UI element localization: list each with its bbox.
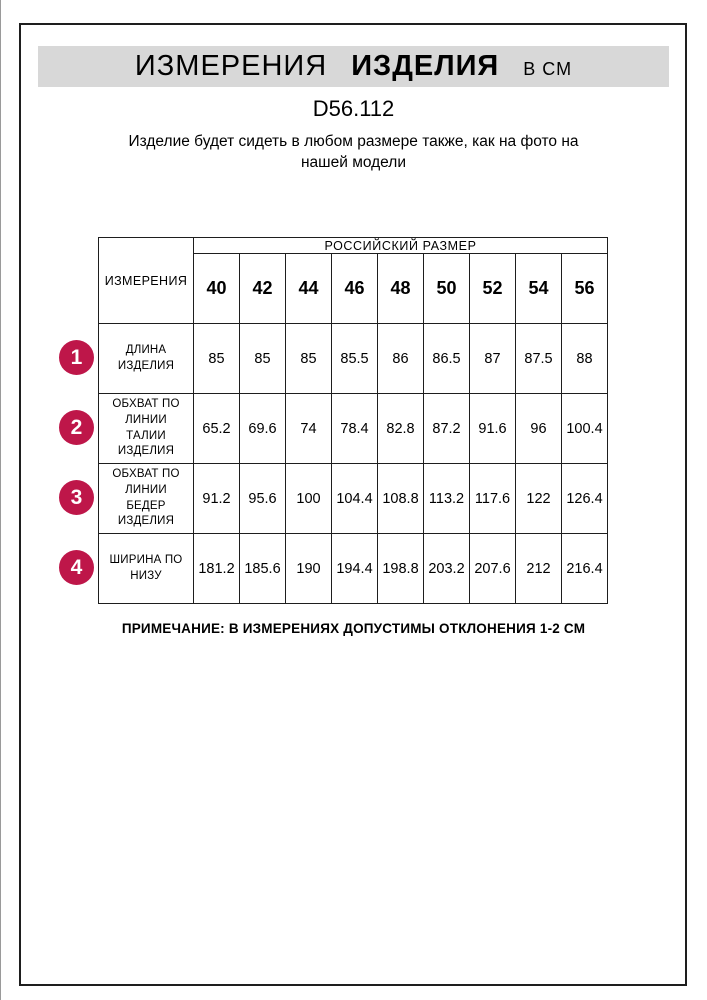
value-cell: 86 [378, 324, 424, 394]
value-cell: 108.8 [378, 464, 424, 534]
value-cell: 126.4 [562, 464, 608, 534]
title-units: В СМ [523, 59, 573, 79]
value-cell: 95.6 [240, 464, 286, 534]
value-cell: 203.2 [424, 534, 470, 604]
value-cell: 86.5 [424, 324, 470, 394]
value-cell: 85 [240, 324, 286, 394]
row-label: ОБХВАТ ПО ЛИНИИ ТАЛИИ ИЗДЕЛИЯ [99, 394, 194, 464]
value-cell: 185.6 [240, 534, 286, 604]
value-cell: 87.5 [516, 324, 562, 394]
value-cell: 85 [286, 324, 332, 394]
value-cell: 78.4 [332, 394, 378, 464]
size-header: 42 [240, 254, 286, 324]
row-label: ШИРИНА ПО НИЗУ [99, 534, 194, 604]
size-header: 54 [516, 254, 562, 324]
row-number-badge-1: 1 [59, 340, 94, 375]
table-row-length [99, 324, 608, 394]
row-label: ДЛИНА ИЗДЕЛИЯ [99, 324, 194, 394]
value-cell: 96 [516, 394, 562, 464]
value-cell: 113.2 [424, 464, 470, 534]
row-number-badge-4: 4 [59, 550, 94, 585]
value-cell: 207.6 [470, 534, 516, 604]
value-cell: 181.2 [194, 534, 240, 604]
article-code: D56.112 [312, 96, 395, 121]
value-cell: 74 [286, 394, 332, 464]
table-row-bottom-width [99, 534, 608, 604]
value-cell: 117.6 [470, 464, 516, 534]
value-cell: 100 [286, 464, 332, 534]
value-cell: 122 [516, 464, 562, 534]
size-header: 56 [562, 254, 608, 324]
scan-edge-line [0, 0, 1, 1000]
tolerance-note: ПРИМЕЧАНИЕ: В ИЗМЕРЕНИЯХ ДОПУСТИМЫ ОТКЛОНЕНИЯ 1-2 СМ [121, 621, 586, 636]
value-cell: 69.6 [240, 394, 286, 464]
value-cell: 87.2 [424, 394, 470, 464]
size-header: 48 [378, 254, 424, 324]
value-cell: 198.8 [378, 534, 424, 604]
value-cell: 87 [470, 324, 516, 394]
title-measurements: ИЗМЕРЕНИЯ [134, 50, 328, 82]
value-cell: 85 [194, 324, 240, 394]
size-header: 46 [332, 254, 378, 324]
measurements-column-header: ИЗМЕРЕНИЯ [99, 238, 194, 324]
size-header: 52 [470, 254, 516, 324]
title-bar [38, 46, 669, 87]
row-number-badge-3: 3 [59, 480, 94, 515]
row-label: ОБХВАТ ПО ЛИНИИ БЕДЕР ИЗДЕЛИЯ [99, 464, 194, 534]
value-cell: 91.6 [470, 394, 516, 464]
value-cell: 82.8 [378, 394, 424, 464]
row-number-badge-2: 2 [59, 410, 94, 445]
size-header: 44 [286, 254, 332, 324]
fit-note-subtitle: Изделие будет сидеть в любом размере также, как на фото на нашей модели [128, 133, 579, 171]
size-table [98, 237, 608, 604]
size-header: 40 [194, 254, 240, 324]
value-cell: 190 [286, 534, 332, 604]
value-cell: 65.2 [194, 394, 240, 464]
value-cell: 104.4 [332, 464, 378, 534]
table-row-waist [99, 394, 608, 464]
value-cell: 88 [562, 324, 608, 394]
value-cell: 85.5 [332, 324, 378, 394]
russian-size-header: РОССИЙСКИЙ РАЗМЕР [194, 238, 608, 254]
value-cell: 100.4 [562, 394, 608, 464]
title-product: ИЗДЕЛИЯ [351, 50, 500, 82]
value-cell: 216.4 [562, 534, 608, 604]
value-cell: 91.2 [194, 464, 240, 534]
value-cell: 194.4 [332, 534, 378, 604]
value-cell: 212 [516, 534, 562, 604]
table-row-hips [99, 464, 608, 534]
size-header: 50 [424, 254, 470, 324]
table-group-header-row [99, 238, 608, 254]
